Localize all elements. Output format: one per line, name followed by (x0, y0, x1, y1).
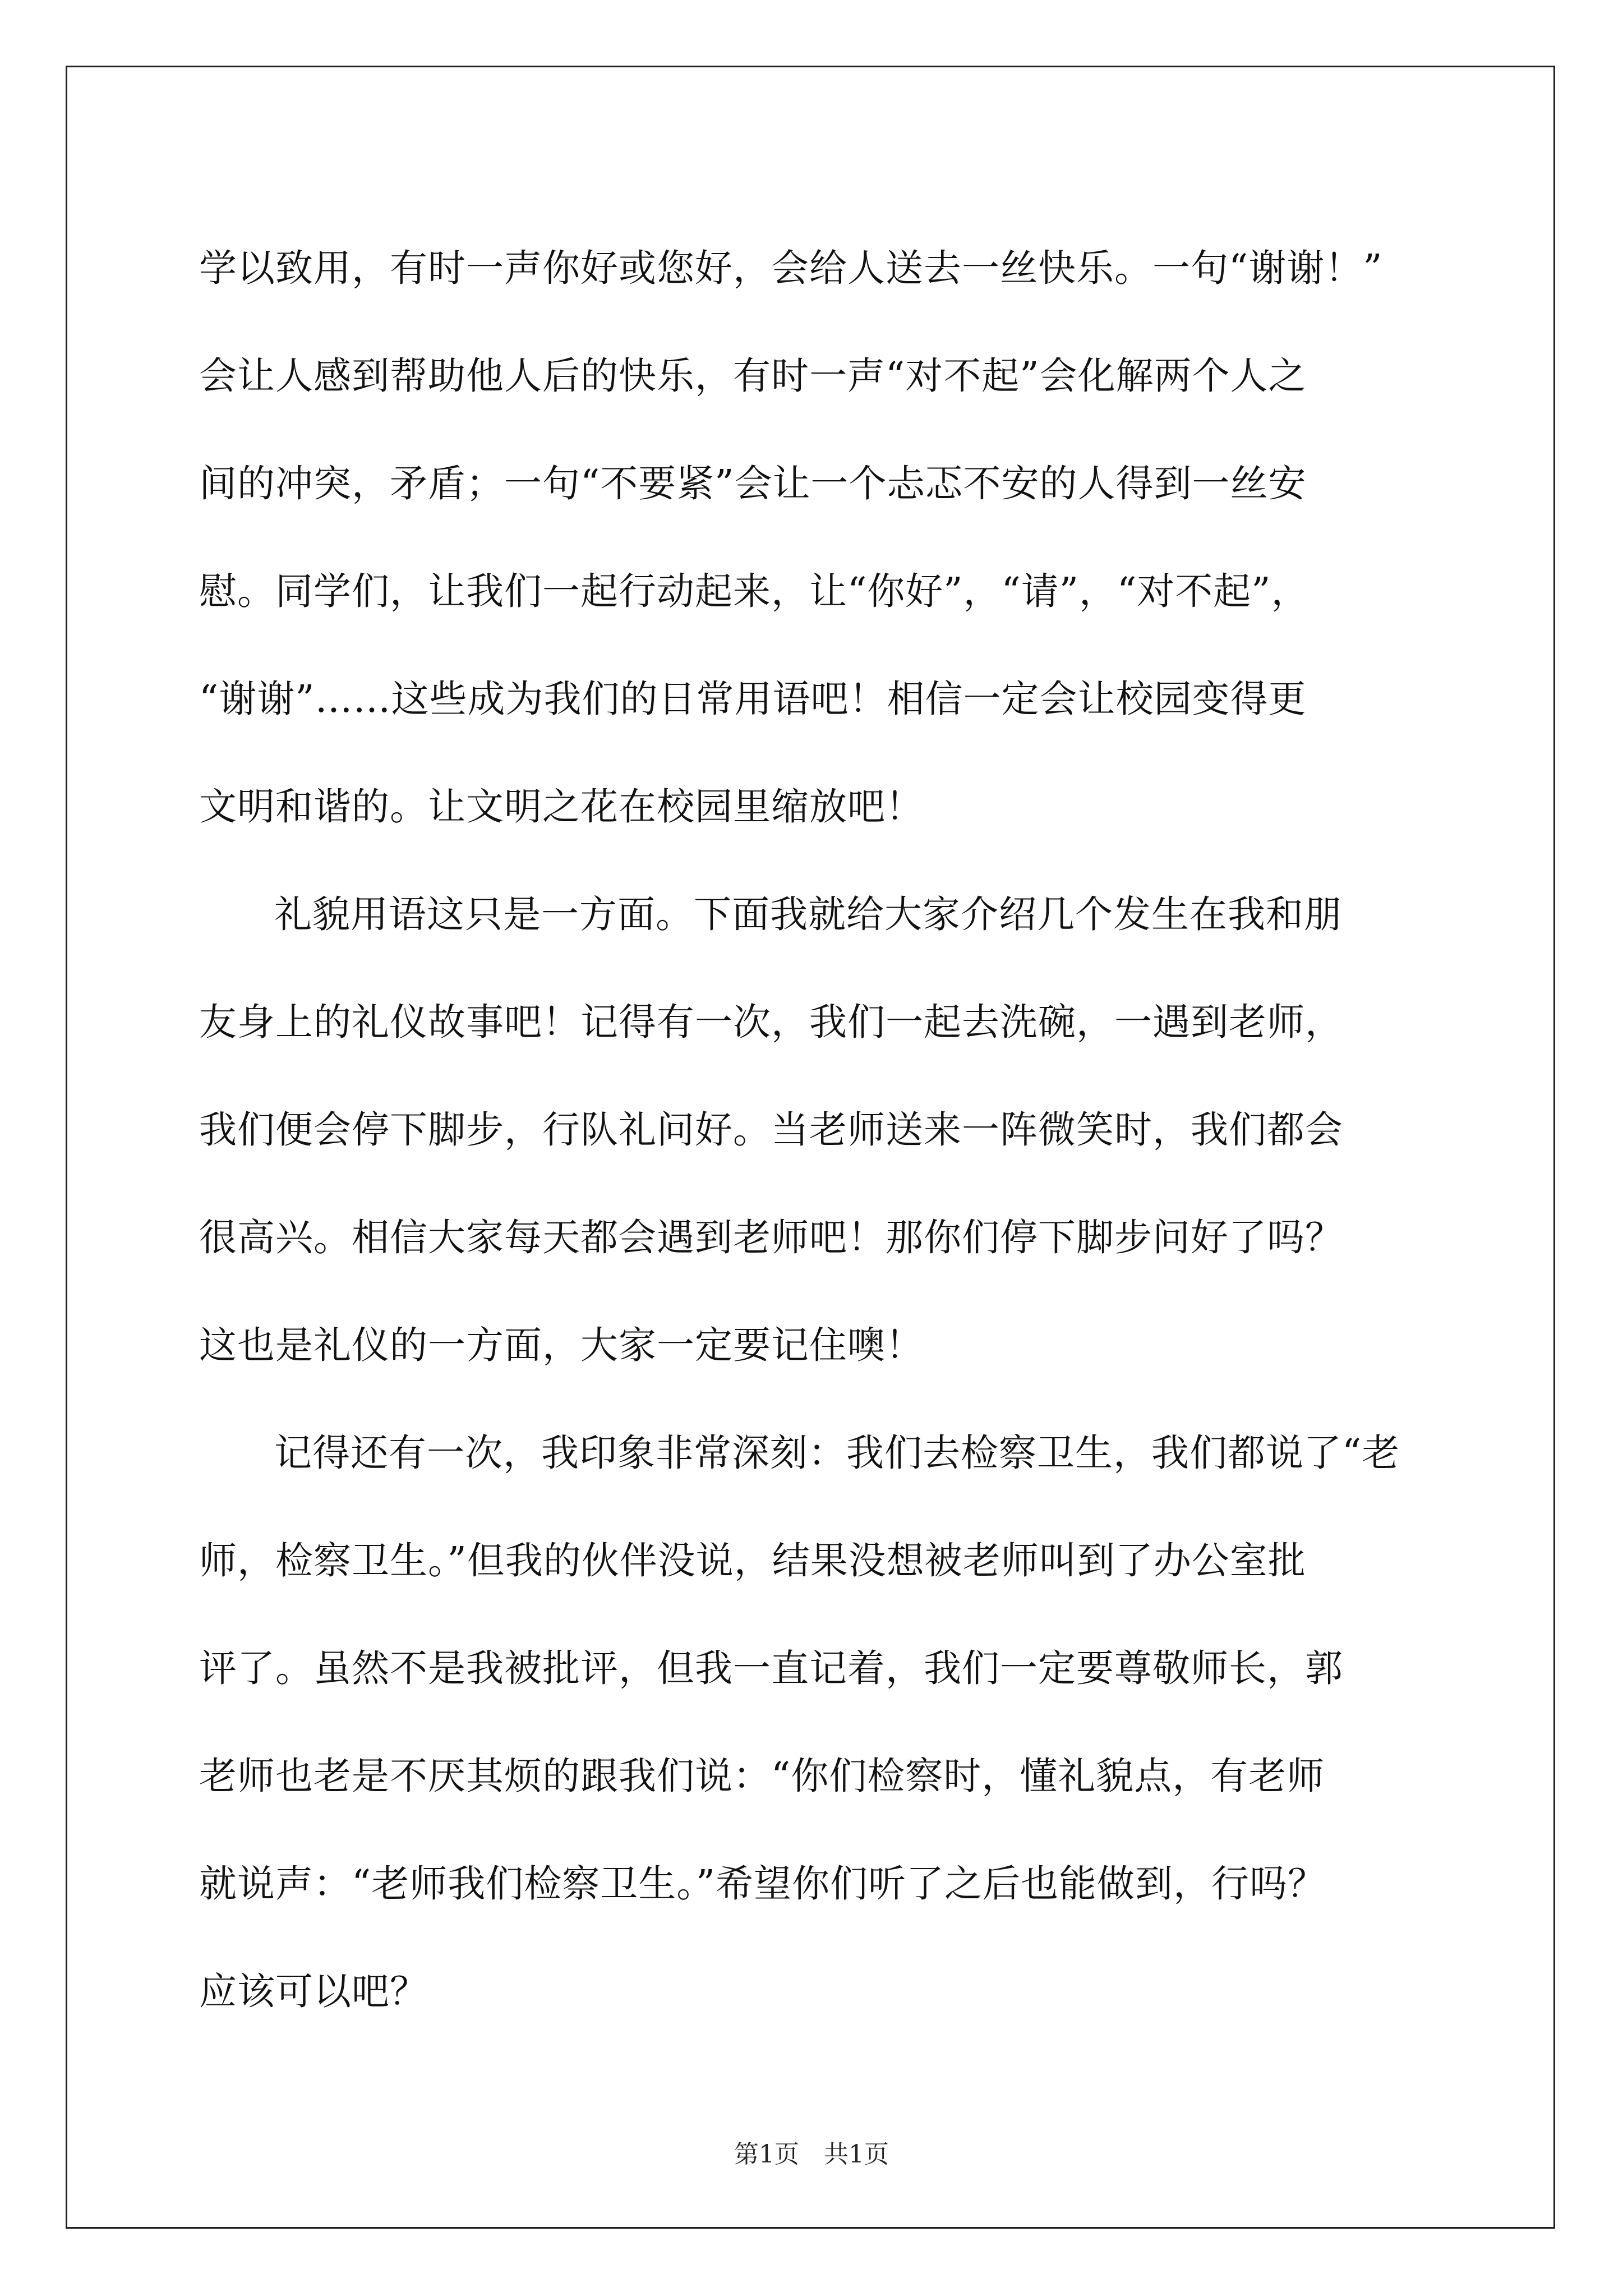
paragraph-3 (199, 1399, 1433, 2045)
text-line: 应该可以吧？ (199, 1970, 428, 2013)
text-line: 这也是礼仪的一方面，大家一定要记住噢！ (199, 1323, 924, 1367)
page-number: 第1页 共1页 (734, 2140, 889, 2169)
text-line: 很高兴。相信大家每天都会遇到老师吧！那你们停下脚步问好了吗？ (199, 1216, 1343, 1259)
text-line: 学以致用，有时一声你好或您好，会给人送去一丝快乐。一句“谢谢！” (199, 246, 1383, 290)
text-line: 评了。虽然不是我被批评，但我一直记着，我们一定要尊敬师长，郭 (199, 1646, 1343, 1690)
text-line: 间的冲突，矛盾；一句“不要紧”会让一个忐忑不安的人得到一丝安 (199, 462, 1307, 505)
text-line: 就说声：“老师我们检察卫生。”希望你们听了之后也能做到，行吗？ (199, 1862, 1326, 1906)
text-line: 友身上的礼仪故事吧！记得有一次，我们一起去洗碗，一遇到老师， (199, 1000, 1343, 1044)
paragraph-1 (199, 214, 1433, 861)
text-line: 记得还有一次，我印象非常深刻：我们去检察卫生，我们都说了“老 (274, 1431, 1400, 1475)
text-line: 会让人感到帮助他人后的快乐，有时一声“对不起”会化解两个人之 (199, 354, 1307, 398)
text-line: “谢谢”……这些成为我们的日常用语吧！相信一定会让校园变得更 (199, 677, 1307, 721)
paragraph-2 (199, 861, 1433, 1399)
text-line: 师，检察卫生。”但我的伙伴没说，结果没想被老师叫到了办公室批 (199, 1539, 1306, 1582)
text-line: 老师也老是不厌其烦的跟我们说：“你们检察时，懂礼貌点，有老师 (199, 1754, 1325, 1798)
text-line: 礼貌用语这只是一方面。下面我就给大家介绍几个发生在我和朋 (274, 892, 1342, 936)
text-line: 文明和谐的。让文明之花在校园里缩放吧！ (199, 785, 924, 829)
document-body (199, 214, 1433, 2045)
text-line: 慰。同学们，让我们一起行动起来，让“你好”，“请”，“对不起”， (199, 569, 1310, 613)
text-line: 我们便会停下脚步，行队礼问好。当老师送来一阵微笑时，我们都会 (199, 1108, 1343, 1152)
